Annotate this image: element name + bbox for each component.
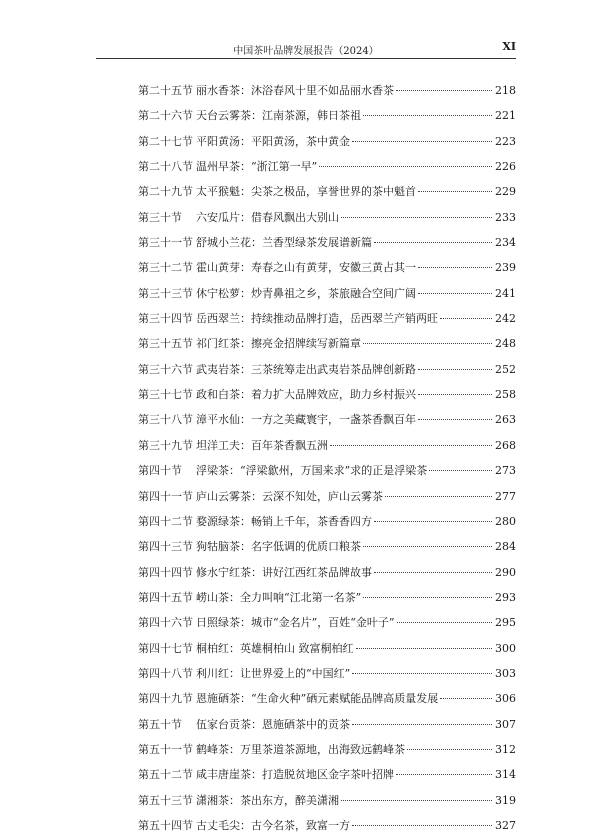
toc-dot-leader [396,773,492,775]
toc-entry[interactable] [138,636,516,661]
toc-entry-title: 崂山茶：全力叫响“江北第一名茶” [196,590,362,604]
toc-dot-leader [330,444,492,446]
toc-entry[interactable] [138,585,516,610]
toc-entry-title: 漳平水仙：一方之美藏寰宇，一盏茶香飘百年 [196,413,416,427]
toc-entry[interactable] [138,737,516,762]
toc-entry-title: 狗牯脑茶：名字低调的优质口粮茶 [196,540,361,554]
toc-dot-leader [374,241,492,243]
table-of-contents [138,78,516,838]
toc-entry-title: 政和白茶：着力扩大品牌效应，助力乡村振兴 [196,388,416,402]
toc-entry-title: 祁门红茶：擦亮金招牌续写新篇章 [196,337,361,351]
toc-entry-title: 霍山黄芽：寿春之山有黄芽，安徽三黄占其一 [196,261,416,275]
toc-page-number: 241 [495,286,516,300]
toc-entry[interactable] [138,534,516,559]
toc-section-number: 第三十二节 [138,261,193,275]
toc-page-number: 258 [495,388,516,402]
toc-section-number: 第三十四节 [138,312,193,326]
toc-dot-leader [397,621,493,623]
toc-dot-leader [396,89,492,91]
toc-entry[interactable] [138,661,516,686]
toc-entry-title: 日照绿茶：城市“金名片”，百姓“金叶子” [196,616,395,630]
toc-dot-leader [363,342,492,344]
toc-entry[interactable] [138,484,516,509]
book-title: 中国茶叶品牌发展报告（2024） [233,46,379,57]
toc-entry[interactable] [138,281,516,306]
toc-page-number: 319 [495,793,516,807]
toc-dot-leader [418,292,492,294]
toc-entry-title: 利川红：让世界爱上的“中国红” [196,666,351,680]
toc-entry[interactable] [138,78,516,103]
toc-page-number: 242 [495,312,516,326]
toc-dot-leader [319,165,492,167]
toc-page-number: 268 [495,438,516,452]
toc-section-number: 第四十三节 [138,540,193,554]
toc-entry[interactable] [138,610,516,635]
toc-page-number: 218 [495,84,516,97]
toc-entry[interactable] [138,205,516,230]
toc-dot-leader [418,266,492,268]
toc-page-number: 263 [495,413,516,427]
toc-section-number: 第二十五节 [138,84,193,97]
toc-section-number: 第四十五节 [138,590,193,604]
toc-entry-title: 恩施硒茶：“生命火种”硒元素赋能品牌高质量发展 [196,692,439,706]
toc-entry-title: 庐山云雾茶：云深不知处，庐山云雾茶 [196,489,383,503]
toc-section-number: 第二十六节 [138,109,193,123]
toc-section-number: 第五十四节 [138,818,193,832]
toc-entry[interactable] [138,357,516,382]
toc-dot-leader [341,216,492,218]
toc-dot-leader [363,596,492,598]
toc-dot-leader [418,368,492,370]
toc-entry-title: 六安瓜片：借春风飘出大别山 [196,210,339,224]
toc-section-number: 第三十七节 [138,388,193,402]
toc-entry[interactable] [138,458,516,483]
toc-page-number: 234 [495,236,516,250]
toc-dot-leader [374,571,492,573]
toc-entry[interactable] [138,306,516,331]
toc-dot-leader [356,647,493,649]
toc-entry[interactable] [138,129,516,154]
toc-section-number: 第四十八节 [138,666,193,680]
toc-page-number: 314 [495,768,516,782]
toc-page-number: 293 [495,590,516,604]
toc-section-number: 第四十二节 [138,514,193,528]
toc-entry[interactable] [138,509,516,534]
toc-page-number: 233 [495,210,516,224]
toc-dot-leader [341,799,492,801]
toc-entry-title: 潇湘茶：茶出东方，醉美潇湘 [196,793,339,807]
toc-section-number: 第四十七节 [138,641,193,655]
toc-section-number: 第三十五节 [138,337,193,351]
toc-entry-title: 太平猴魁：尖茶之极品，享誉世界的茶中魁首 [196,185,416,199]
toc-entry[interactable] [138,712,516,737]
running-header [96,38,516,59]
toc-entry[interactable] [138,331,516,356]
toc-section-number: 第五十节 [138,717,182,731]
header-page-number: XI [502,40,516,53]
toc-dot-leader [407,748,492,750]
toc-section-number: 第三十节 [138,210,182,224]
toc-dot-leader [440,317,492,319]
toc-page-number: 284 [495,540,516,554]
toc-entry-title: 天台云雾茶：江南茶源，韩日茶祖 [196,109,361,123]
toc-entry-title: 舒城小兰花：兰香型绿茶发展谱新篇 [196,236,372,250]
toc-section-number: 第二十八节 [138,160,193,174]
toc-dot-leader [418,393,492,395]
toc-page-number: 277 [495,489,516,503]
toc-section-number: 第四十九节 [138,692,193,706]
toc-page-number: 327 [495,818,516,832]
toc-section-number: 第四十四节 [138,565,193,579]
toc-dot-leader [374,520,492,522]
toc-page-number: 306 [495,692,516,706]
toc-dot-leader [418,190,492,192]
toc-entry[interactable] [138,230,516,255]
toc-section-number: 第二十九节 [138,185,193,199]
toc-page-number: 248 [495,337,516,351]
toc-section-number: 第三十一节 [138,236,193,250]
toc-entry-title: 古丈毛尖：古今名茶，致富一方 [196,818,350,832]
toc-page-number: 307 [495,717,516,731]
toc-page-number: 221 [495,109,516,123]
toc-entry-title: 丽水香茶：沐浴春风十里不如品丽水香茶 [196,84,394,97]
toc-page-number: 290 [495,565,516,579]
toc-entry[interactable] [138,813,516,838]
toc-entry-title: 桐柏红：英雄桐柏山 致富桐柏红 [196,641,354,655]
toc-entry[interactable] [138,762,516,787]
toc-page-number: 229 [495,185,516,199]
toc-dot-leader [363,545,492,547]
toc-entry[interactable] [138,382,516,407]
toc-entry-title: 坦洋工夫：百年茶香飘五洲 [196,438,328,452]
toc-entry[interactable] [138,154,516,179]
toc-entry[interactable] [138,407,516,432]
toc-entry-title: 咸丰唐崖茶：打造脱贫地区金字茶叶招牌 [196,768,394,782]
toc-section-number: 第三十八节 [138,413,193,427]
toc-entry-title: 修水宁红茶：讲好江西红茶品牌故事 [196,565,372,579]
toc-page-number: 273 [495,464,516,478]
toc-entry-title: 伍家台贡茶：恩施硒茶中的贡茶 [196,717,350,731]
toc-entry[interactable] [138,255,516,280]
toc-dot-leader [429,469,492,471]
toc-entry[interactable] [138,179,516,204]
toc-entry-title: 岳西翠兰：持续推动品牌打造，岳西翠兰产销两旺 [196,312,438,326]
toc-dot-leader [418,418,492,420]
toc-page-number: 295 [495,616,516,630]
toc-entry[interactable] [138,788,516,813]
toc-section-number: 第二十七节 [138,134,193,148]
toc-entry-title: 武夷岩茶：三茶统筹走出武夷岩茶品牌创新路 [196,362,416,376]
toc-page-number: 252 [495,362,516,376]
toc-dot-leader [352,672,492,674]
toc-section-number: 第三十六节 [138,362,193,376]
toc-entry[interactable] [138,103,516,128]
toc-dot-leader [352,140,492,142]
toc-entry[interactable] [138,433,516,458]
toc-entry[interactable] [138,686,516,711]
toc-entry[interactable] [138,560,516,585]
toc-dot-leader [363,114,492,116]
toc-entry-title: 婺源绿茶：畅销上千年，茶香香四方 [196,514,372,528]
toc-section-number: 第五十一节 [138,742,193,756]
toc-entry-title: 平阳黄汤：平阳黄汤，茶中黄金 [196,134,350,148]
toc-dot-leader [385,495,492,497]
toc-page-number: 300 [495,641,516,655]
toc-page-number: 280 [495,514,516,528]
toc-entry-title: 浮梁茶：“浮梁歙州，万国来求”求的正是浮梁茶 [196,464,428,478]
toc-section-number: 第四十节 [138,464,182,478]
toc-section-number: 第五十二节 [138,768,193,782]
toc-dot-leader [352,824,492,826]
toc-entry-title: 休宁松萝：炒青鼻祖之乡，茶旅融合空间广阔 [196,286,416,300]
toc-dot-leader [440,697,492,699]
toc-page-number: 226 [495,160,516,174]
toc-dot-leader [352,723,492,725]
toc-page-number: 303 [495,666,516,680]
toc-page-number: 239 [495,261,516,275]
toc-section-number: 第三十三节 [138,286,193,300]
toc-entry-title: 温州早茶：“浙江第一早” [196,160,318,174]
toc-entry-title: 鹤峰茶：万里茶道茶源地，出海致远鹤峰茶 [196,742,405,756]
toc-page-number: 312 [495,742,516,756]
toc-page-number: 223 [495,134,516,148]
toc-section-number: 第四十一节 [138,489,193,503]
toc-section-number: 第四十六节 [138,616,193,630]
toc-section-number: 第五十三节 [138,793,193,807]
toc-section-number: 第三十九节 [138,438,193,452]
